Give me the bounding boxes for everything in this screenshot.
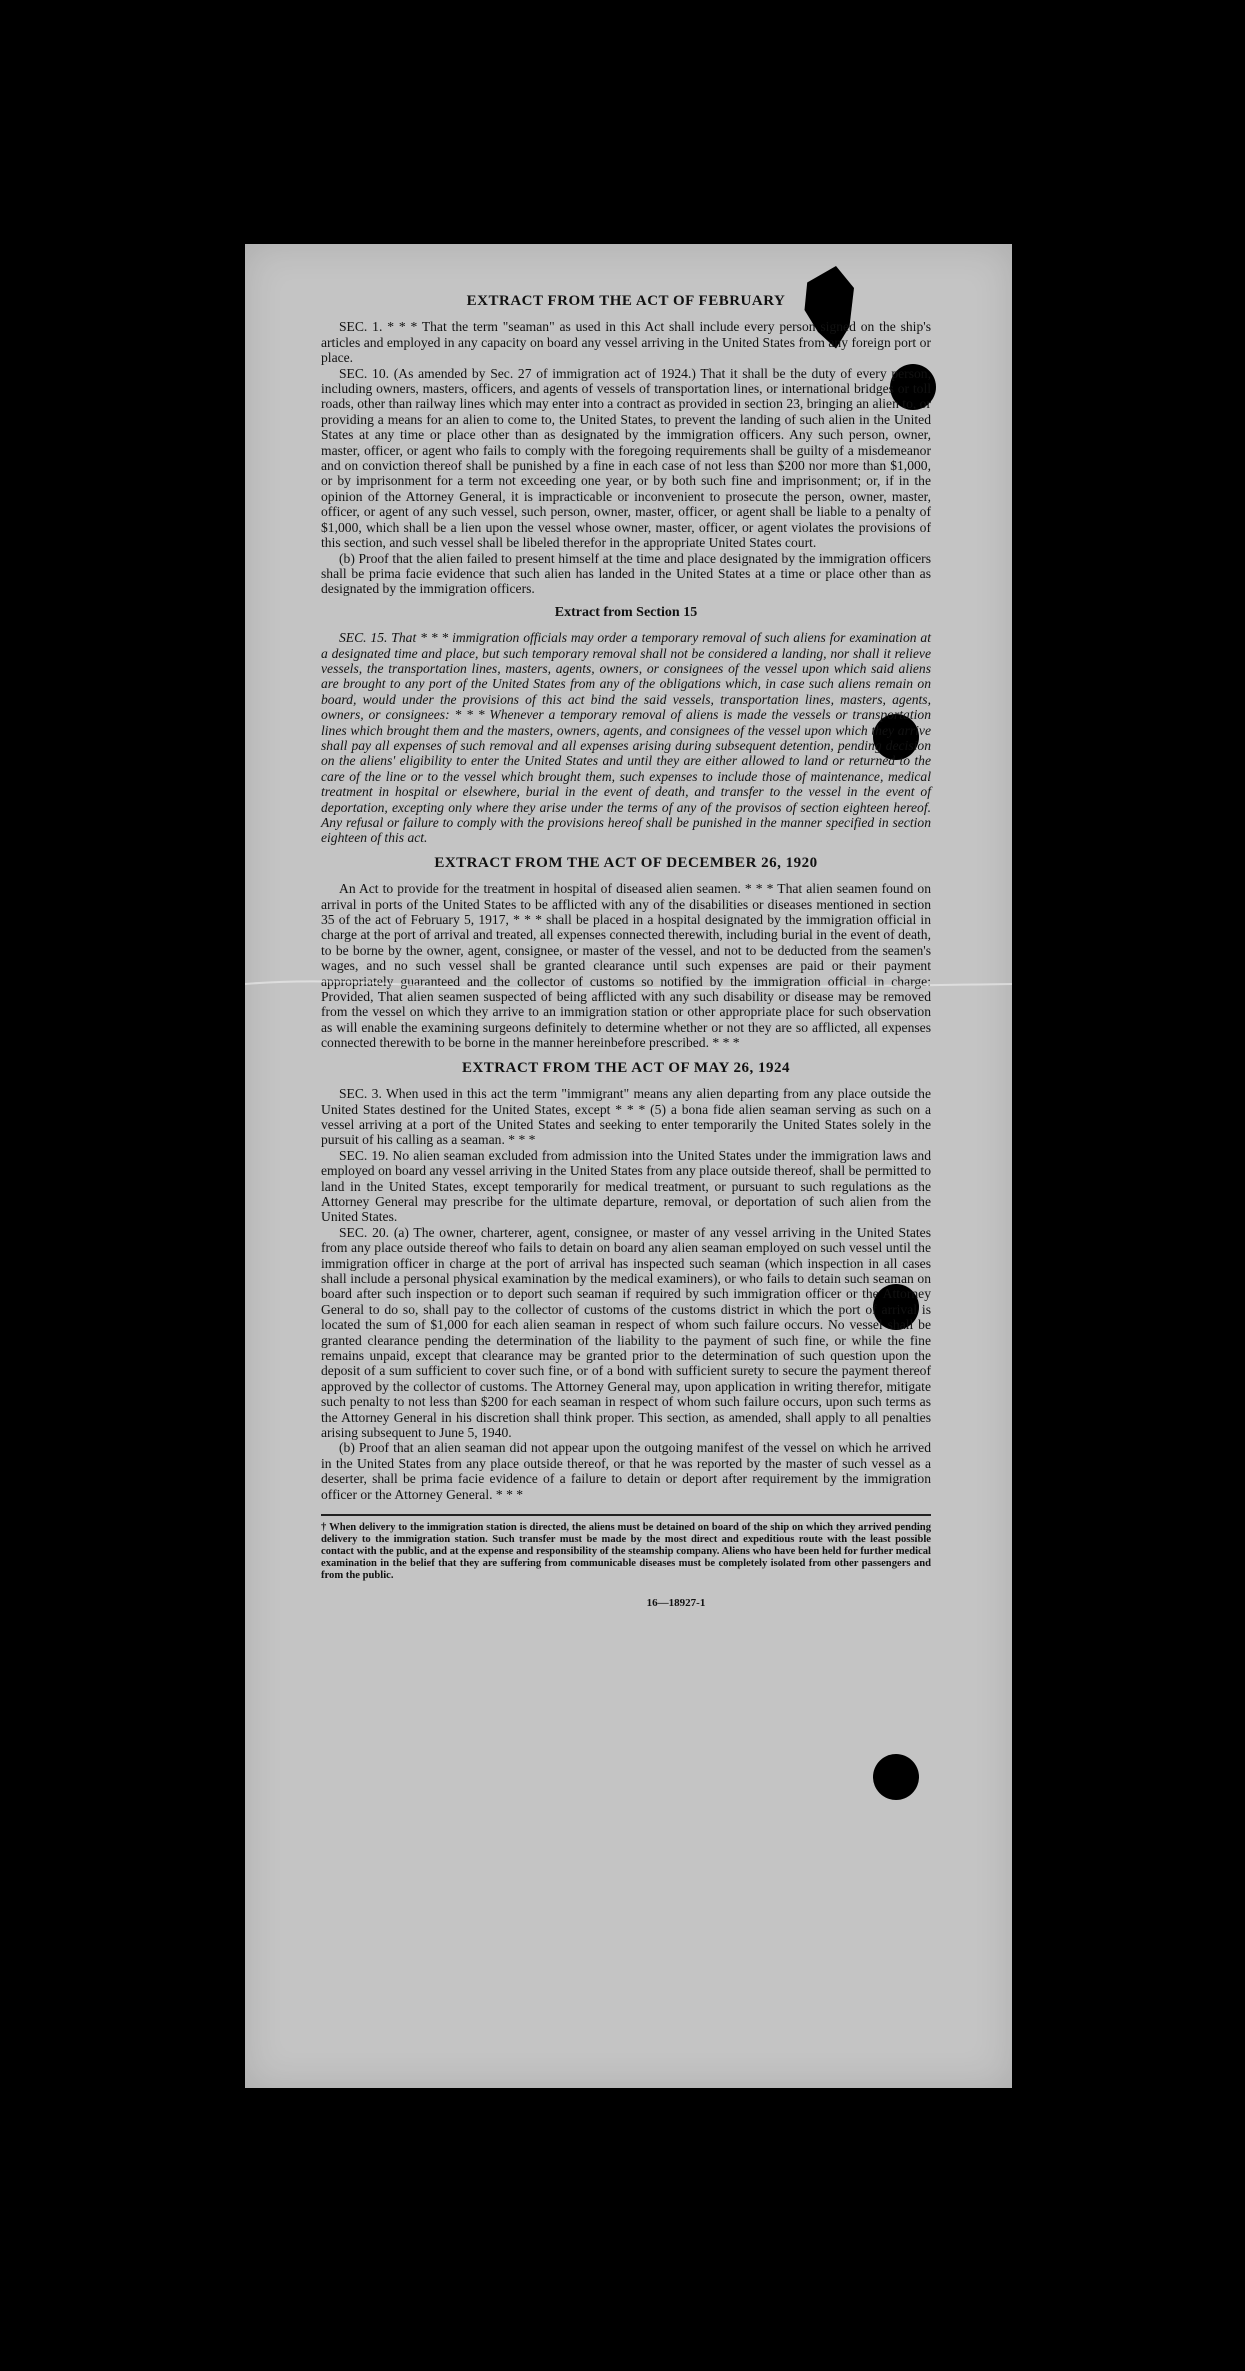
section-title: EXTRACT FROM THE ACT OF MAY 26, 1924 <box>461 1059 791 1076</box>
punch-hole <box>873 1754 919 1800</box>
paragraph: SEC. 3. When used in this act the term "immigrant" means any alien departing from any place outside the United States destined for the United States, except * * * (5) a bona fide alien seaman serving as such on a vessel arriving at a port of the United States and seeking to enter temporarily the United States solely in the pursuit of his calling as a seaman. * * * <box>321 1086 931 1148</box>
document-page <box>245 244 1012 2088</box>
paragraph: An Act to provide for the treatment in hospital of diseased alien seamen. * * * That alien seamen found on arrival in ports of the United States to be afflicted with any of the disabilities or diseases mentioned in section 35 of the act of February 5, 1917, * * * shall be placed in a hospital designated by the immigration official in charge at the port of arrival and treated, all expenses connected therewith, including burial in the event of death, to be borne by the owner, agent, consignee, or master of the vessel, and not to be deducted from the seamen's wages, and no such vessel shall be granted clearance until such expenses are paid or their payment appropriately guaranteed and the collector of customs so notified by the immigration official in charge: Provided, That alien seamen suspected of being afflicted with any such disability or disease may be removed from the vessel on which they arrive to an immigration station or other appropriate place for such observation as will enable the examining surgeons definitely to determine whether or not they are so afflicted, all expenses connected therewith to be borne in the manner hereinbefore prescribed. * * * <box>321 881 931 1051</box>
section-title: EXTRACT FROM THE ACT OF DECEMBER 26, 1920 <box>434 854 818 871</box>
paragraph: (b) Proof that the alien failed to present himself at the time and place designated by the immigration officers shall be prima facie evidence that such alien has landed in the United States at a time or place other than as designated by the immigration officers. <box>321 550 931 597</box>
paragraph: SEC. 20. (a) The owner, charterer, agent, consignee, or master of any vessel arriving in the United States from any place outside thereof who fails to detain on board any alien seaman employed on such vessel until the immigration officer in charge at the port of arrival has inspected such seaman (which inspection in all cases shall include a personal physical examination by the medical examiners), or who fails to detain such seaman on board after such inspection or to deport such seaman if required by such immigration officer or the Attorney General to do so, shall pay to the collector of customs of the customs district in which the port of arrival is located the sum of $1,000 for each alien seaman in respect of whom such failure occurs. No vessel shall be granted clearance pending the determination of the liability to the payment of such fine, or while the fine remains unpaid, except that clearance may be granted prior to the determination of such question upon the deposit of a sum sufficient to cover such fine, or of a bond with sufficient surety to secure the payment thereof approved by the collector of customs. The Attorney General may, upon application in writing therefor, mitigate such penalty to not less than $200 for each seaman in respect of whom such failure occurs, upon such terms as the Attorney General in his discretion shall think proper. This section, as amended, shall apply to all penalties arising subsequent to June 5, 1940. <box>321 1224 931 1441</box>
section-title: EXTRACT FROM THE ACT OF FEBRUARY <box>466 293 786 309</box>
section-title: Extract from Section 15 <box>554 604 698 620</box>
paragraph: SEC. 19. No alien seaman excluded from admission into the United States under the immigration laws and employed on board any vessel arriving in the United States from any place outside thereof, shall be permitted to land in the United States, except temporarily for medical treatment, or pursuant to such regulations as the Attorney General may prescribe for the ultimate departure, removal, or deportation of such alien from the United States. <box>321 1147 931 1225</box>
paragraph: (b) Proof that an alien seaman did not appear upon the outgoing manifest of the vessel on which he arrived in the United States from any place outside thereof, or that he was reported by the master of such vessel as a deserter, shall be prima facie evidence of a failure to detain or deport after requirement by the immigration officer or the Attorney General. * * * <box>321 1440 931 1502</box>
form-number: 16—18927-1 <box>646 1597 706 1610</box>
paragraph: SEC. 10. (As amended by Sec. 27 of immigration act of 1924.) That it shall be the duty of every person, including owners, masters, officers, and agents of vessels of transportation lines, or international bridges or toll roads, other than railway lines which may enter into a contract as provided in section 23, bringing an alien to, or providing a means for an alien to come to, the United States, to prevent the landing of such alien in the United States at any time or place other than as designated by the immigration officers. Any such person, owner, master, officer, or agent who fails to comply with the foregoing requirements shall be guilty of a misdemeanor and on conviction thereof shall be punished by a fine in each case of not less than $200 nor more than $1,000, or by imprisonment for a term not exceeding one year, or by both such fine and imprisonment; or, if in the opinion of the Attorney General, it is impracticable or inconvenient to prosecute the person, owner, master, officer, or agent of any such vessel, such person, owner, master, officer, or agent shall be liable to a penalty of $1,000, which shall be a lien upon the vessel whose owner, master, officer, or agent violates the provisions of this section, and such vessel shall be libeled therefor in the appropriate United States court. <box>321 365 931 551</box>
paragraph: SEC. 15. That * * * immigration officials may order a temporary removal of such aliens for examination at a designated time and place, but such temporary removal shall not be considered a landing, nor shall it relieve vessels, the transportation lines, masters, agents, owners, or consignees of the vessel upon which said aliens are brought to any port of the United States from any of the obligations which, in case such aliens remain on board, would under the provisions of this act bind the said vessels, transportation lines, masters, agents, owners, or consignees: * * * Whenever a temporary removal of aliens is made the vessels or transportation lines which brought them and the masters, owners, agents, and consignees of the vessel upon which they arrive shall pay all expenses of such removal and all expenses arising during subsequent detention, pending decision on the aliens' eligibility to enter the United States and until they are either allowed to land or returned to the care of the line or to the vessel which brought them, such expenses to include those of maintenance, medical treatment in hospital or elsewhere, burial in the event of death, and transfer to the vessel in the event of deportation, excepting only where they arise under the terms of any of the provisos of section eighteen hereof. Any refusal or failure to comply with the provisions hereof shall be punished in the manner specified in section eighteen of this act. <box>321 630 931 846</box>
footnote: † When delivery to the immigration station is directed, the aliens must be detained on board of the ship on which they arrived pending delivery to the immigration station. Such transfer must be made by the most direct and expeditious route with the least possible contact with the public, and at the expense and responsibility of the steamship company. Aliens who have been held for further medical examination in the belief that they are suffering from communicable diseases must be completely isolated from other passengers and from the public. <box>321 1514 931 1582</box>
paragraph: SEC. 1. * * * That the term "seaman" as used in this Act shall include every person signed on the ship's articles and employed in any capacity on board any vessel arriving in the United States from any foreign port or place. <box>321 319 931 366</box>
document-body <box>321 284 931 1611</box>
